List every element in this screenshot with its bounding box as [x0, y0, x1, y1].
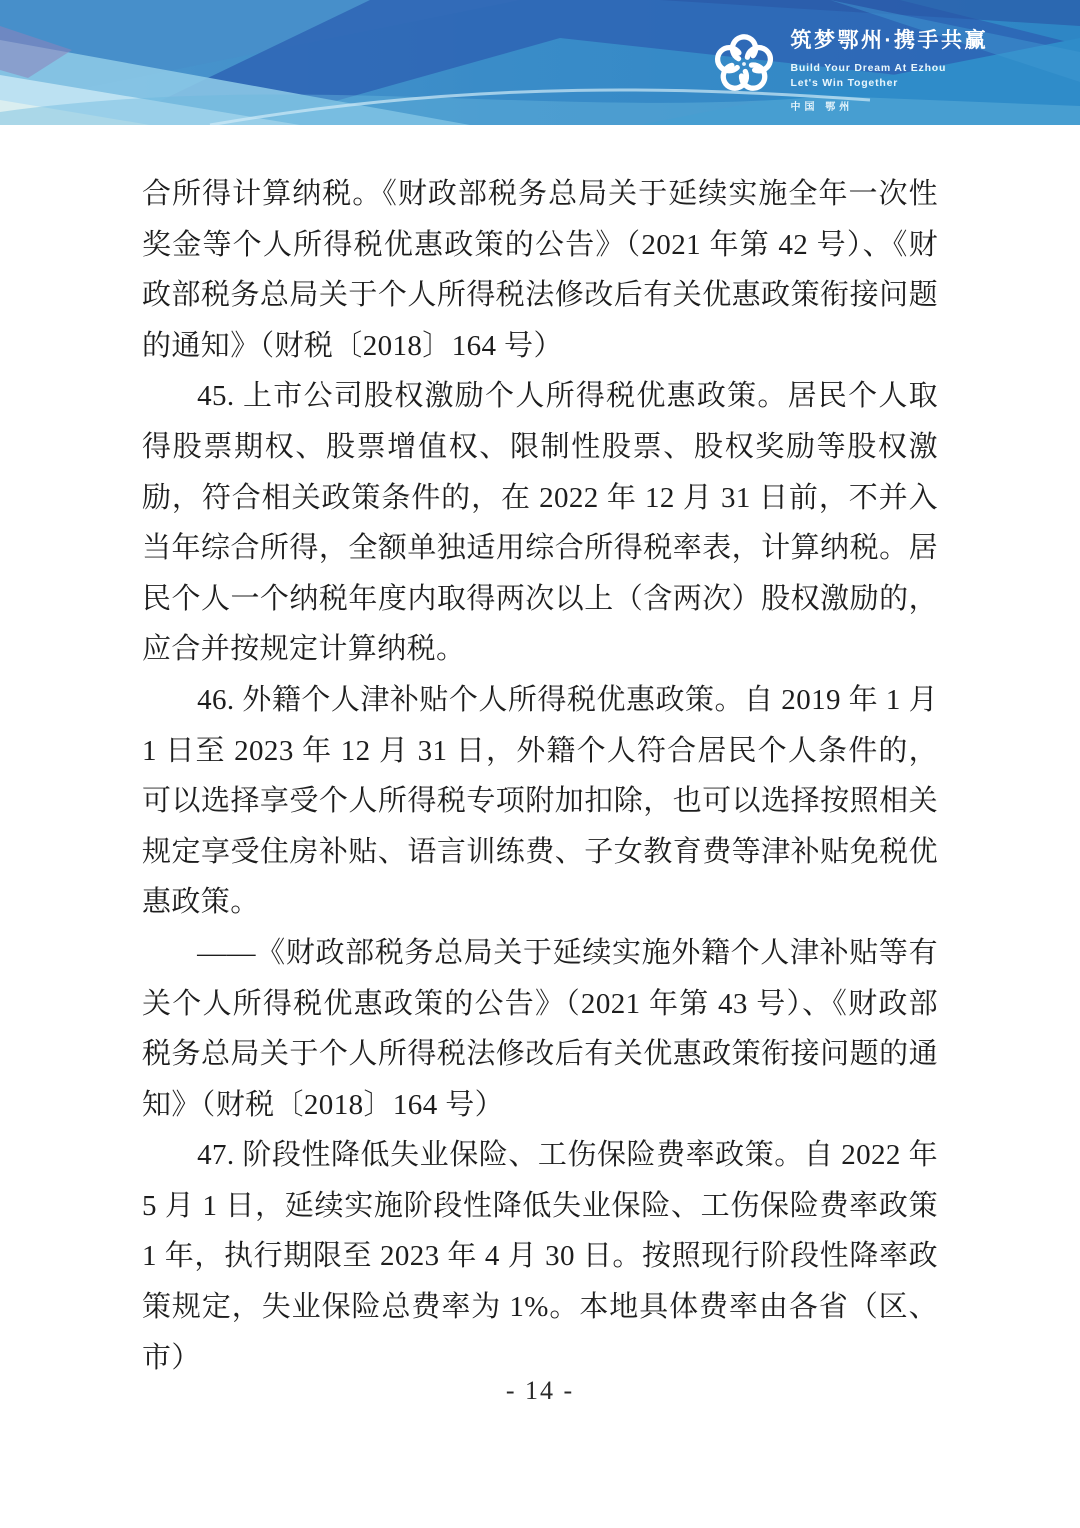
- page-footer: [0, 1376, 1080, 1406]
- logo-subtitle-en-1: Build Your Dream At Ezhou: [790, 62, 947, 74]
- logo-text-block: [791, 28, 989, 113]
- document-body: [0, 125, 1080, 1383]
- paragraph-reference-citation: ——《财政部税务总局关于延续实施外籍个人津补贴等有关个人所得税优惠政策的公告》（2021 年第 43 号）、《财政部税务总局关于个人所得税法修改后有关优惠政策衔接问题的通知》（财税〔2018〕164 号）: [142, 936, 938, 1121]
- paragraph-continuation: 合所得计算纳税。《财政部税务总局关于延续实施全年一次性奖金等个人所得税优惠政策的公告》（2021 年第 42 号）、《财政部税务总局关于个人所得税法修改后有关优惠政策衔接问题的通知》（财税〔2018〕164 号）: [142, 178, 938, 362]
- header-banner: [0, 0, 1080, 125]
- page-number: - 14 -: [505, 1376, 575, 1405]
- paragraph-item-47: 47. 阶段性降低失业保险、工伤保险费率政策。自 2022 年 5 月 1 日，延续实施阶段性降低失业保险、工伤保险费率政策 1 年，执行期限至 2023 年 4 月 30 日。按照现行阶段性降率政策规定，失业保险总费率为 1%。本地具体费率由各省（区、市）: [142, 1139, 938, 1374]
- paragraph-item-46: 46. 外籍个人津补贴个人所得税优惠政策。自 2019 年 1 月 1 日至 2023 年 12 月 31 日，外籍个人符合居民个人条件的，可以选择享受个人所得税专项附加扣除，也可以选择按照相关规定享受住房补贴、语言训练费、子女教育费等津补贴免税优惠政策。: [142, 683, 938, 919]
- flower-logo-icon: [711, 28, 777, 100]
- brand-logo: [711, 28, 989, 113]
- logo-region-label: 中国 鄂州: [790, 102, 854, 113]
- logo-subtitle-en-2: Let's Win Together: [790, 77, 899, 89]
- paragraph-item-45: 45. 上市公司股权激励个人所得税优惠政策。居民个人取得股票期权、股票增值权、限制性股票、股权奖励等股权激励，符合相关政策条件的，在 2022 年 12 月 31 日前，不并入当年综合所得，全额单独适用综合所得税率表，计算纳税。居民个人一个纳税年度内取得两次以上（含两次）股权激励的，应合并按规定计算纳税。: [142, 380, 938, 666]
- logo-title: 筑梦鄂州·携手共赢: [790, 29, 988, 52]
